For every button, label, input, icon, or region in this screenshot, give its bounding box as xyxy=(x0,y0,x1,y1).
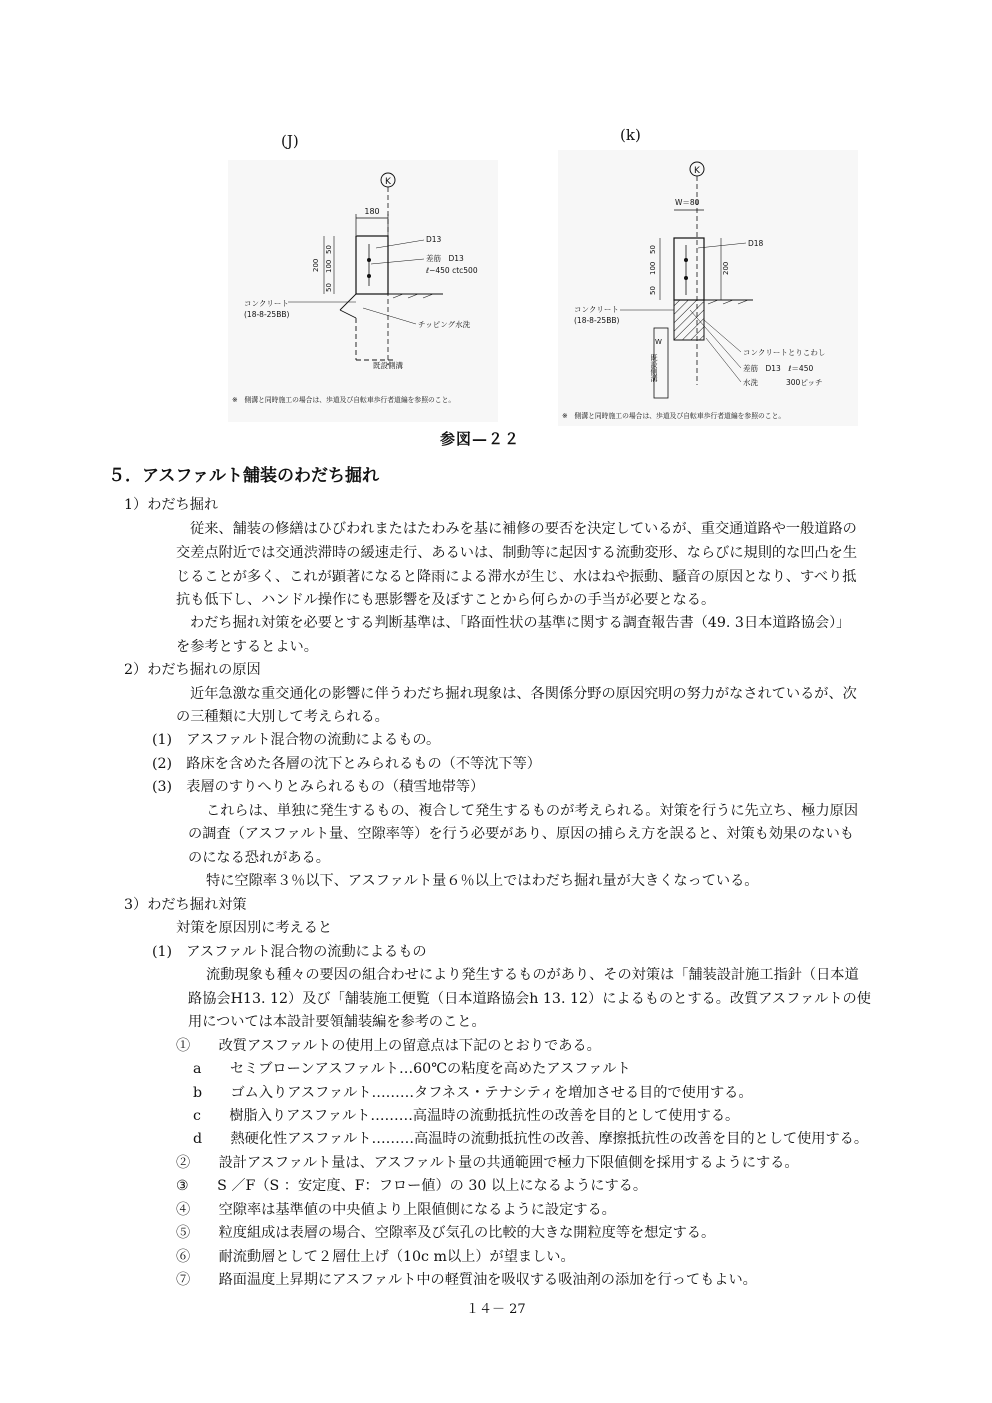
right-concrete-label: コンクリート xyxy=(574,305,619,314)
heading-3: 3）わだち掘れ対策 xyxy=(124,897,247,913)
left-cross-section-figure xyxy=(228,160,498,422)
left-rebar-top: D13 xyxy=(426,235,442,244)
list-item: ⑥ 耐流動層として２層仕上げ（10c m以上）が望ましい。 xyxy=(176,1249,575,1265)
right-marker-k: K xyxy=(694,166,700,176)
heading-1: 1）わだち掘れ xyxy=(124,497,219,513)
body-line: 路協会H13. 12）及び「舗装施工便覧（日本道路協会h 13. 12）によるものとする。改質アスファルトの使 xyxy=(188,991,871,1007)
figure-label-k: (k) xyxy=(620,126,641,144)
body-line: の調査（アスファルト量、空隙率等）を行う必要があり、原因の捕らえ方を誤ると、対策も効果のないも xyxy=(188,826,854,842)
body-line: 近年急激な重交通化の影響に伴うわだち掘れ現象は、各関係分野の原因究明の努力がなされているが、次 xyxy=(190,686,857,702)
left-dim-50a: 50 xyxy=(325,245,333,254)
list-item: ③ S ／F（S ：安定度、F：フロー値）の 30 以上になるようにする。 xyxy=(176,1178,648,1194)
right-demolish: コンクリートとりこわし xyxy=(743,348,826,357)
right-w-label: W xyxy=(655,338,662,346)
list-item: ① 改質アスファルトの使用上の留意点は下記のとおりである。 xyxy=(176,1038,601,1054)
body-line: の三種類に大別して考えられる。 xyxy=(176,709,389,725)
body-line: を参考とするとよい。 xyxy=(176,639,318,655)
left-concrete-spec: (18-8-25BB) xyxy=(244,310,290,319)
right-dim-100: 100 xyxy=(649,261,657,275)
list-item: ④ 空隙率は基準値の中央値より上限値側になるように設定する。 xyxy=(176,1202,616,1218)
list-item: c 樹脂入りアスファルト………高温時の流動抵抗性の改善を目的として使用する。 xyxy=(193,1108,740,1124)
right-dim-50b: 50 xyxy=(649,286,657,295)
body-line: 抗も低下し、ハンドル操作にも悪影響を及ぼすことから何らかの手当が必要となる。 xyxy=(176,592,716,608)
body-line: 従来、舗装の修繕はひびわれまたはたわみを基に補修の要否を決定しているが、重交通道路や一般道路の xyxy=(190,521,857,537)
page-number: １４－ 27 xyxy=(466,1302,526,1317)
list-item: (1) アスファルト混合物の流動によるもの。 xyxy=(152,732,441,748)
body-line: 用については本設計要領舗装編を参考のこと。 xyxy=(188,1014,486,1030)
right-concrete-spec: (18-8-25BB) xyxy=(574,316,620,325)
body-line: 流動現象も種々の要因の組合わせにより発生するものがあり、その対策は「舗装設計施工指針（日本道 xyxy=(206,967,859,983)
right-width-dim: W＝80 xyxy=(675,198,700,207)
list-item: ⑦ 路面温度上昇期にアスファルト中の軽質油を吸収する吸油剤の添加を行ってもよい。 xyxy=(176,1272,757,1288)
list-item: ② 設計アスファルト量は、アスファルト量の共通範囲で極力下限値側を採用するようにする。 xyxy=(176,1155,799,1171)
right-dim-50a: 50 xyxy=(649,245,657,254)
section-title: ５．アスファルト舗装のわだち掘れ xyxy=(108,466,379,486)
left-chipping-label: チッピング水洗 xyxy=(418,320,471,329)
left-dim-50b: 50 xyxy=(325,283,333,292)
right-rebar-top: D18 xyxy=(748,239,764,248)
body-line: 交差点附近では交通渋滞時の緩速走行、あるいは、制動等に起因する流動変形、ならびに規則的な凹凸を生 xyxy=(176,545,858,561)
body-line: 対策を原因別に考えると xyxy=(176,920,333,936)
figure-label-j: (J) xyxy=(281,132,299,150)
body-line: 特に空隙率３％以下、アスファルト量６％以上ではわだち掘れ量が大きくなっている。 xyxy=(206,873,759,889)
left-concrete-label: コンクリート xyxy=(244,299,289,308)
right-rebar-side: 差筋 D13 ℓ＝450 xyxy=(743,364,814,373)
right-existing-gutter: 既設側溝 xyxy=(650,354,658,382)
figure-caption: 参図—２２ xyxy=(440,430,521,448)
right-cross-section-figure xyxy=(558,150,858,426)
right-dim-200: 200 xyxy=(722,261,730,275)
list-item: a セミブローンアスファルト…60℃の粘度を高めたアスファルト xyxy=(193,1061,631,1077)
right-note: ※ 側溝と同時施工の場合は、歩道及び自転車歩行者道編を参照のこと。 xyxy=(562,412,786,420)
heading-2: 2）わだち掘れの原因 xyxy=(124,662,261,678)
left-dim-100: 100 xyxy=(325,259,333,273)
list-item: (2) 路床を含めた各層の沈下とみられるもの（不等沈下等） xyxy=(152,756,541,772)
left-marker-k: K xyxy=(385,177,391,187)
right-pitch: 300ピッチ xyxy=(786,378,823,387)
list-item: (3) 表層のすりへりとみられるもの（積雪地帯等） xyxy=(152,779,485,795)
right-washing: 水洗 xyxy=(743,378,758,387)
list-item: ⑤ 粒度組成は表層の場合、空隙率及び気孔の比較的大きな開粒度等を想定する。 xyxy=(176,1225,716,1241)
body-line: じることが多く、これが顕著になると降雨による滞水が生じ、水はねや振動、騒音の原因となり、すべり抵 xyxy=(176,569,857,585)
left-width-dim: 180 xyxy=(364,207,380,216)
left-rebar-side: 差筋 D13 xyxy=(426,254,464,263)
body-line: わだち掘れ対策を必要とする判断基準は、「路面性状の基準に関する調査報告書（49. 3日本道路協会）」 xyxy=(190,615,851,631)
left-dim-200: 200 xyxy=(312,258,320,272)
left-note: ※ 側溝と同時施工の場合は、歩道及び自転車歩行者道編を参照のこと。 xyxy=(232,396,456,404)
list-item: b ゴム入りアスファルト………タフネス・テナシティを増加させる目的で使用する。 xyxy=(193,1085,753,1101)
body-line: これらは、単独に発生するもの、複合して発生するものが考えられる。対策を行うに先立ち、極力原因 xyxy=(206,803,859,819)
left-rebar-spacing: ℓ−450 ctc500 xyxy=(426,266,478,275)
body-line: のになる恐れがある。 xyxy=(188,850,330,866)
left-existing-gutter: 既設側溝 xyxy=(373,361,403,370)
list-item: d 熱硬化性アスファルト………高温時の流動抵抗性の改善、摩擦抵抗性の改善を目的として使用する。 xyxy=(193,1131,869,1147)
list-item: (1) アスファルト混合物の流動によるもの xyxy=(152,944,427,960)
